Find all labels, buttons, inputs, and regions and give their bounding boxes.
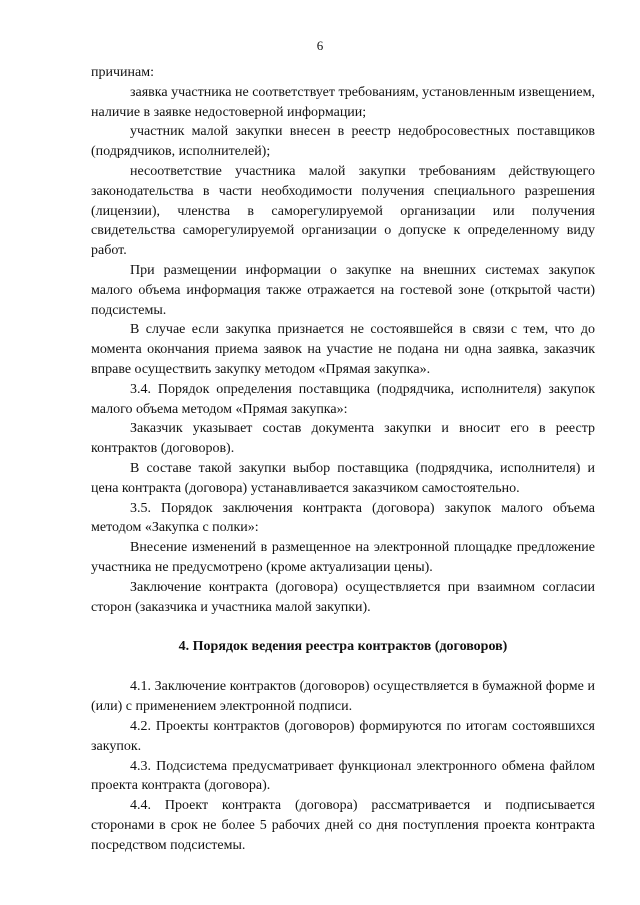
paragraph: несоответствие участника малой закупки требованиям действующего законодательства в части необходимости получения специального разрешения (лицензии), членства в саморегулируемой организации или получения свидетельства саморегулируемой организации о допуске к определенному виду работ. [91, 163, 595, 259]
paragraph: причинам: [91, 65, 154, 80]
page-number: 6 [316, 38, 324, 53]
paragraph: При размещении информации о закупке на внешних системах закупок малого объема информация также отражается на гостевой зоне (открытой части) подсистемы. [91, 262, 595, 318]
paragraph: участник малой закупки внесен в реестр недобросовестных поставщиков (подрядчиков, исполнителей); [91, 124, 595, 160]
spacer [91, 617, 595, 637]
paragraph: заявка участника не соответствует требованиям, установленным извещением, наличие в заявке недостоверной информации; [91, 84, 595, 120]
paragraph: 4.4. Проект контракта (договора) рассматривается и подписывается сторонами в срок не более 5 рабочих дней со дня поступления проекта контракта посредством подсистемы. [91, 798, 595, 853]
paragraph: Заключение контракта (договора) осуществляется при взаимном согласии сторон (заказчика и участника малой закупки). [91, 579, 595, 615]
paragraph: 3.4. Порядок определения поставщика (подрядчика, исполнителя) закупок малого объема методом «Прямая закупка»: [91, 381, 595, 417]
paragraph: 3.5. Порядок заключения контракта (договора) закупок малого объема методом «Закупка с полки»: [91, 500, 595, 536]
paragraph: 4.3. Подсистема предусматривает функционал электронного обмена файлом проекта контракта (договора). [91, 758, 595, 794]
spacer [91, 657, 595, 677]
paragraph: 4.2. Проекты контрактов (договоров) формируются по итогам состоявшихся закупок. [91, 718, 595, 754]
document-body [91, 63, 595, 855]
section-heading: 4. Порядок ведения реестра контрактов (договоров) [178, 639, 508, 655]
paragraph: В составе такой закупки выбор поставщика (подрядчика, исполнителя) и цена контракта (договора) устанавливается заказчиком самостоятельно. [91, 460, 595, 496]
paragraph: 4.1. Заключение контрактов (договоров) осуществляется в бумажной форме и (или) с применением электронной подписи. [91, 679, 595, 715]
paragraph: В случае если закупка признается не состоявшейся в связи с тем, что до момента окончания приема заявок на участие не подана ни одна заявка, заказчик вправе осуществить закупку методом «Прямая закупка». [91, 322, 595, 377]
paragraph: Внесение изменений в размещенное на электронной площадке предложение участника не предусмотрено (кроме актуализации цены). [91, 540, 595, 575]
paragraph: Заказчик указывает состав документа закупки и вносит его в реестр контрактов (договоров). [91, 421, 595, 457]
